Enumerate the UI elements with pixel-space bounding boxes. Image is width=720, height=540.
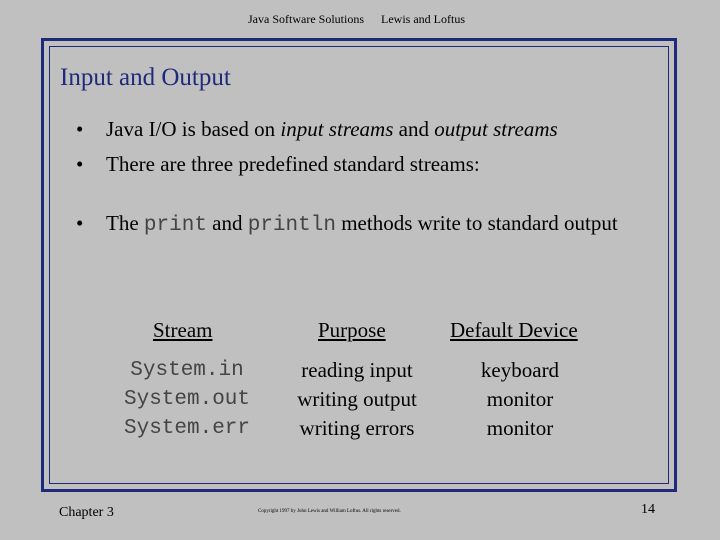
bullet-text-part: The (106, 211, 144, 235)
code-term-print: print (143, 214, 207, 237)
table-cell: monitor (486, 387, 554, 411)
table-cell: writing errors (299, 416, 415, 440)
bullet-italic-term: output streams (434, 117, 558, 141)
code-term-println: println (247, 214, 336, 237)
table-column-purpose (280, 356, 434, 443)
table-cell: System.in (130, 359, 244, 382)
table-header-purpose: Purpose (318, 318, 386, 342)
table-cell: reading input (301, 358, 413, 382)
footer-copyright: Copyright 1997 by John Lewis and William Loftus. All rights reserved. (258, 509, 401, 514)
table-header-device: Default Device (450, 318, 578, 342)
table-column-stream (110, 356, 264, 443)
slide-title: Input and Output (60, 64, 231, 91)
table-cell: writing output (297, 387, 417, 411)
table-header-stream: Stream (153, 318, 213, 342)
table-cell: monitor (486, 416, 554, 440)
table-column-device (460, 356, 580, 443)
bullet-text (106, 115, 558, 144)
bullet-text: There are three predefined standard streams: (106, 152, 480, 176)
bullet-dot: • (76, 117, 84, 141)
bullet-dot: • (76, 152, 84, 176)
footer-page-number: 14 (641, 502, 655, 517)
bullet-text-part: and (206, 211, 248, 235)
footer-chapter: Chapter 3 (59, 505, 114, 520)
bullet-text-part: and (393, 117, 435, 141)
table-cell: keyboard (480, 358, 560, 382)
table-cell: System.out (123, 388, 251, 411)
bullet-text-part: Java I/O is based on (106, 117, 281, 141)
table-cell: System.err (123, 417, 251, 440)
header-book-title: Java Software Solutions (248, 12, 364, 26)
header-authors: Lewis and Loftus (381, 12, 465, 26)
bullet-text-part: methods write to standard output (335, 211, 618, 235)
bullet-text (106, 209, 676, 240)
bullet-italic-term: input streams (280, 117, 394, 141)
bullet-dot: • (76, 211, 84, 235)
